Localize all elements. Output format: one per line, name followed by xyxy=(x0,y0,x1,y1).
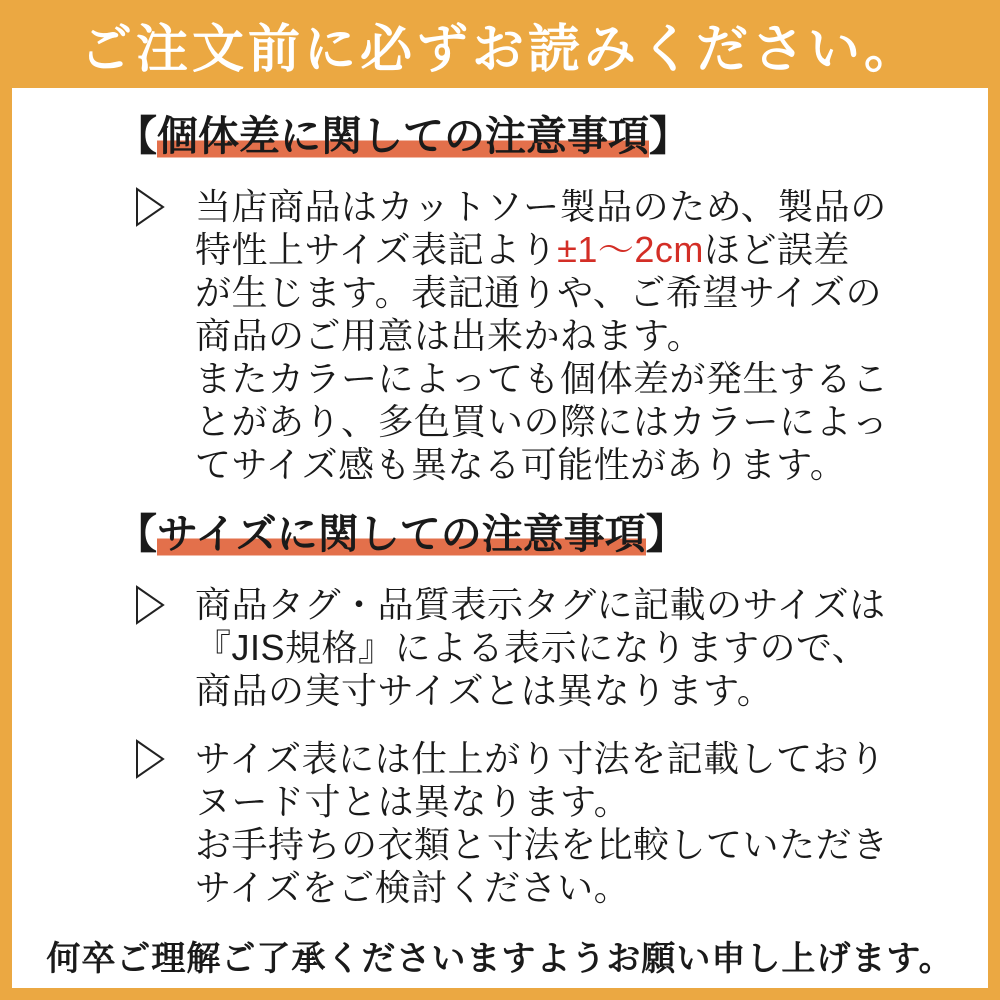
section-individual-difference xyxy=(12,112,988,486)
heading-label: 個体差に関しての注意事項 xyxy=(157,113,649,159)
triangle-bullet-icon xyxy=(135,585,165,625)
text-segment: ヌード寸とは異なります。 xyxy=(195,781,631,822)
text-line xyxy=(195,228,889,271)
text-line xyxy=(195,626,886,669)
text-line xyxy=(195,866,889,909)
text-line xyxy=(195,271,889,314)
bullet-text xyxy=(195,583,886,712)
text-segment: とがあり、多色買いの際にはカラーによっ xyxy=(195,401,889,442)
text-line xyxy=(195,669,886,712)
text-line xyxy=(195,314,889,357)
text-line xyxy=(195,737,889,780)
text-line xyxy=(195,780,889,823)
text-segment: が生じます。表記通りや、ご希望サイズの xyxy=(195,272,883,313)
top-banner-title: ご注文前に必ずお読みください。 xyxy=(79,20,920,79)
emphasis-red-text: ±1〜2cm xyxy=(557,229,704,270)
bullet-item xyxy=(135,583,988,712)
text-segment: お手持ちの衣類と寸法を比較していただき xyxy=(195,824,889,865)
section-heading xyxy=(116,510,988,558)
bullet-text xyxy=(195,185,889,486)
bullet-text xyxy=(195,737,889,909)
text-segment: 特性上サイズ表記より xyxy=(195,229,558,270)
triangle-bullet-icon xyxy=(135,187,165,227)
top-banner xyxy=(0,0,1000,88)
text-segment: 『JIS規格』による表示になりますので、 xyxy=(195,627,869,668)
text-segment: てサイズ感も異なる可能性があります。 xyxy=(195,444,847,485)
bullet-item xyxy=(135,185,988,486)
section-size-notice xyxy=(12,510,988,909)
triangle-bullet-icon xyxy=(135,739,165,779)
text-line xyxy=(195,583,886,626)
heading-bracket-open: 【 xyxy=(116,113,157,159)
text-segment: 商品の実寸サイズとは異なります。 xyxy=(195,670,774,711)
text-segment: サイズ表には仕上がり寸法を記載しており xyxy=(195,738,886,779)
bottom-note: 何卒ご理解ご了承くださいますようお願い申し上げます。 xyxy=(46,940,954,978)
heading-bracket-open: 【 xyxy=(116,511,157,557)
text-segment: またカラーによっても個体差が発生するこ xyxy=(195,358,889,399)
text-line xyxy=(195,823,889,866)
text-segment: サイズをご検討ください。 xyxy=(195,867,631,908)
text-segment: 当店商品はカットソー製品のため、製品の xyxy=(195,186,887,227)
text-segment: 商品タグ・品質表示タグに記載のサイズは xyxy=(195,584,886,625)
text-line xyxy=(195,357,889,400)
bullet-item xyxy=(135,737,988,909)
text-segment: ほど誤差 xyxy=(703,229,850,270)
heading-bracket-close: 】 xyxy=(649,113,690,159)
text-line xyxy=(195,400,889,443)
heading-bracket-close: 】 xyxy=(645,511,687,557)
text-line xyxy=(195,185,889,228)
content-area xyxy=(12,88,988,988)
heading-label: サイズに関しての注意事項 xyxy=(157,511,646,557)
text-line xyxy=(195,443,889,486)
text-segment: 商品のご用意は出来かねます。 xyxy=(195,315,704,356)
section-heading xyxy=(116,112,988,160)
